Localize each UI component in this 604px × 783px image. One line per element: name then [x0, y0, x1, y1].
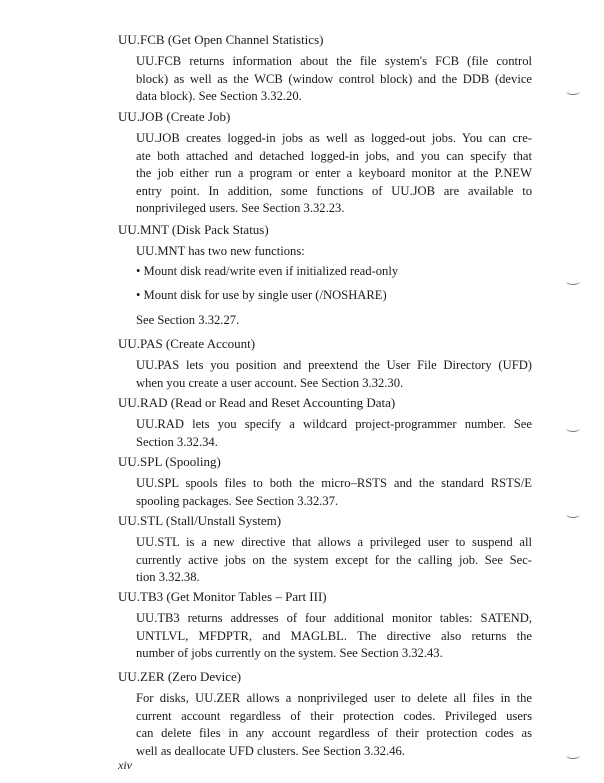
body-line: tion 3.32.38. — [136, 570, 200, 585]
body-line: nonprivileged users. See Section 3.32.23. — [136, 201, 345, 216]
section-heading: UU.JOB (Create Job) — [118, 109, 231, 124]
body-line: UU.JOB creates logged-in jobs as well as logged-out jobs. You can cre- — [136, 131, 532, 145]
body-line: number of jobs currently on the system. See Section 3.32.43. — [136, 646, 443, 661]
body-line: For disks, UU.ZER allows a nonprivileged user to delete all files in the — [136, 691, 532, 705]
margin-mark — [566, 511, 580, 518]
section-body — [136, 475, 532, 510]
body-line: block) as well as the WCB (window control block) and the DDB (device — [136, 71, 532, 86]
body-line: UU.RAD lets you specify a wildcard project-programmer number. See — [136, 417, 532, 431]
body-line: spooling packages. See Section 3.32.37. — [136, 493, 339, 508]
body-line: entry point. In addition, some functions of UU.JOB are available to — [136, 183, 532, 198]
section-heading: UU.FCB (Get Open Channel Statistics) — [118, 32, 324, 47]
body-line: currently active jobs on the system except for the calling job. See Sec- — [136, 552, 532, 567]
body-line: UU.PAS lets you position and preextend the User File Directory (UFD) — [136, 358, 532, 372]
body-line: well as deallocate UFD clusters. See Section 3.32.46. — [136, 743, 405, 758]
body-line: UNTLVL, MFDPTR, and MAGLBL. The directive also returns the — [136, 628, 532, 643]
body-line: Section 3.32.34. — [136, 434, 218, 449]
section-body — [136, 53, 532, 106]
margin-mark — [566, 88, 580, 95]
section-heading: UU.PAS (Create Account) — [118, 336, 256, 351]
section-body — [136, 130, 532, 218]
margin-mark — [566, 425, 580, 432]
body-line: UU.SPL spools files to both the micro–RSTS and the standard RSTS/E — [136, 476, 532, 490]
section-heading: UU.RAD (Read or Read and Reset Accounting Data) — [118, 395, 396, 410]
body-line: UU.MNT has two new functions: — [136, 244, 305, 258]
body-line: UU.STL is a new directive that allows a privileged user to suspend all — [136, 535, 532, 549]
page-number: xiv — [118, 758, 132, 772]
section-body — [136, 416, 532, 451]
margin-mark — [566, 278, 580, 285]
section-body — [136, 610, 532, 663]
section-reference: See Section 3.32.27. — [136, 313, 240, 327]
body-line: UU.FCB returns information about the file system's FCB (file control — [136, 54, 532, 68]
margin-mark — [566, 752, 580, 759]
body-line: when you create a user account. See Section 3.32.30. — [136, 375, 404, 390]
section-body — [136, 534, 532, 587]
bullet-item: • Mount disk for use by single user (/NOSHARE) — [136, 288, 387, 302]
body-line: data block). See Section 3.32.20. — [136, 89, 302, 104]
section-heading: UU.MNT (Disk Pack Status) — [118, 222, 269, 237]
section-heading: UU.TB3 (Get Monitor Tables – Part III) — [118, 589, 327, 604]
section-heading: UU.SPL (Spooling) — [118, 454, 221, 469]
bullet-item: • Mount disk read/write even if initialized read-only — [136, 264, 399, 278]
body-line: ate both attached and detached logged-in jobs, and you can specify that — [136, 148, 532, 163]
body-line: can delete files in any account regardless of their protection codes as — [136, 726, 532, 741]
body-line: UU.TB3 returns addresses of four additional monitor tables: SATEND, — [136, 611, 532, 625]
section-heading: UU.STL (Stall/Unstall System) — [118, 513, 282, 528]
section-body — [136, 357, 532, 392]
body-line: current account regardless of their protection codes. Privileged users — [136, 708, 532, 723]
section-body — [136, 690, 532, 760]
section-body — [136, 243, 532, 261]
section-heading: UU.ZER (Zero Device) — [118, 669, 242, 684]
body-line: the job either run a program or enter a keyboard monitor at the P.NEW — [136, 166, 532, 181]
